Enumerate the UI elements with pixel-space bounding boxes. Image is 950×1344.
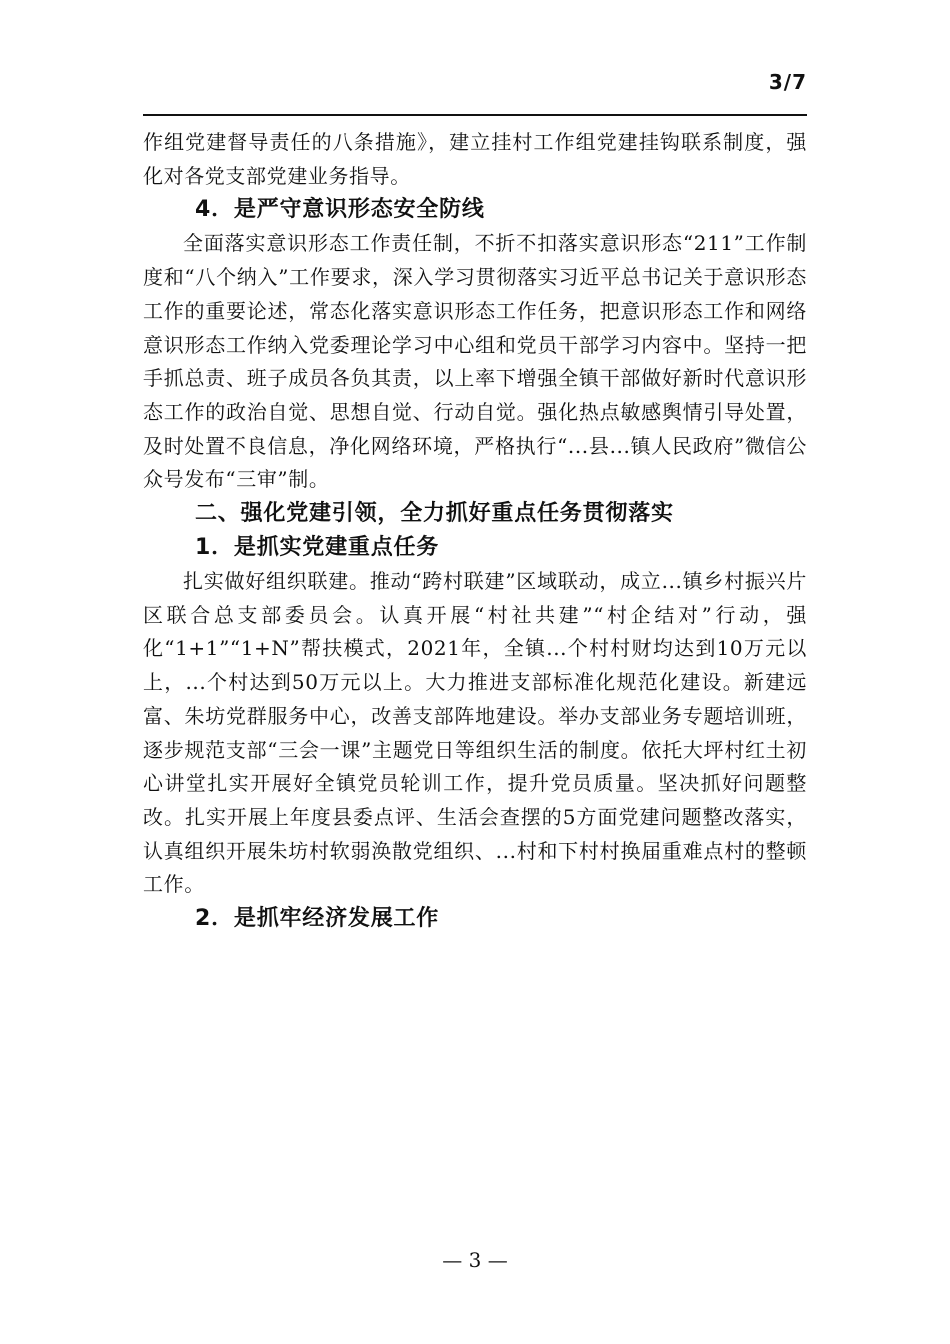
paragraph-ideology: 全面落实意识形态工作责任制，不折不扣落实意识形态“211”工作制度和“八个纳入”工作要求，深入学习贯彻落实习近平总书记关于意识形态工作的重要论述，常态化落实意识形态工作任务，把意识形态工作和网络意识形态工作纳入党委理论学习中心组和党员干部学习内容中。坚持一把手抓总责、班子成员各负其责，以上率下增强全镇干部做好新时代意识形态工作的政治自觉、思想自觉、行动自觉。强化热点敏感舆情引导处置，及时处置不良信息，净化网络环境，严格执行“...县...镇人民政府”微信公众号发布“三审”制。 <box>143 231 807 492</box>
subheading-4: 4．是严守意识形态安全防线 <box>195 197 485 223</box>
document-body <box>143 126 807 936</box>
page-indicator: 3/7 <box>768 70 807 94</box>
subheading-2-1: 1．是抓实党建重点任务 <box>195 535 440 561</box>
header-divider <box>143 114 807 116</box>
subheading-2-2: 2．是抓牢经济发展工作 <box>195 906 440 932</box>
section-heading-2: 二、强化党建引领，全力抓好重点任务贯彻落实 <box>195 501 674 527</box>
paragraph-party-tasks: 扎实做好组织联建。推动“跨村联建”区域联动，成立...镇乡村振兴片区联合总支部委员会。认真开展“村社共建”“村企结对”行动，强化“1+1”“1+N”帮扶模式，2021年，全镇...个村村财均达到10万元以上，...个村达到50万元以上。大力推进支部标准化规范化建设。新建远富、朱坊党群服务中心，改善支部阵地建设。举办支部业务专题培训班，逐步规范支部“三会一课”主题党日等组织生活的制度。依托大坪村红土初心讲堂扎实开展好全镇党员轮训工作，提升党员质量。坚决抓好问题整改。扎实开展上年度县委点评、生活会查摆的5方面党建问题整改落实，认真组织开展朱坊村软弱涣散党组织、...村和下村村换届重难点村的整顿工作。 <box>143 569 807 897</box>
page-footer-number: — 3 — <box>442 1248 508 1272</box>
paragraph-continuation: 作组党建督导责任的八条措施》，建立挂村工作组党建挂钩联系制度，强化对各党支部党建业务指导。 <box>143 130 807 188</box>
